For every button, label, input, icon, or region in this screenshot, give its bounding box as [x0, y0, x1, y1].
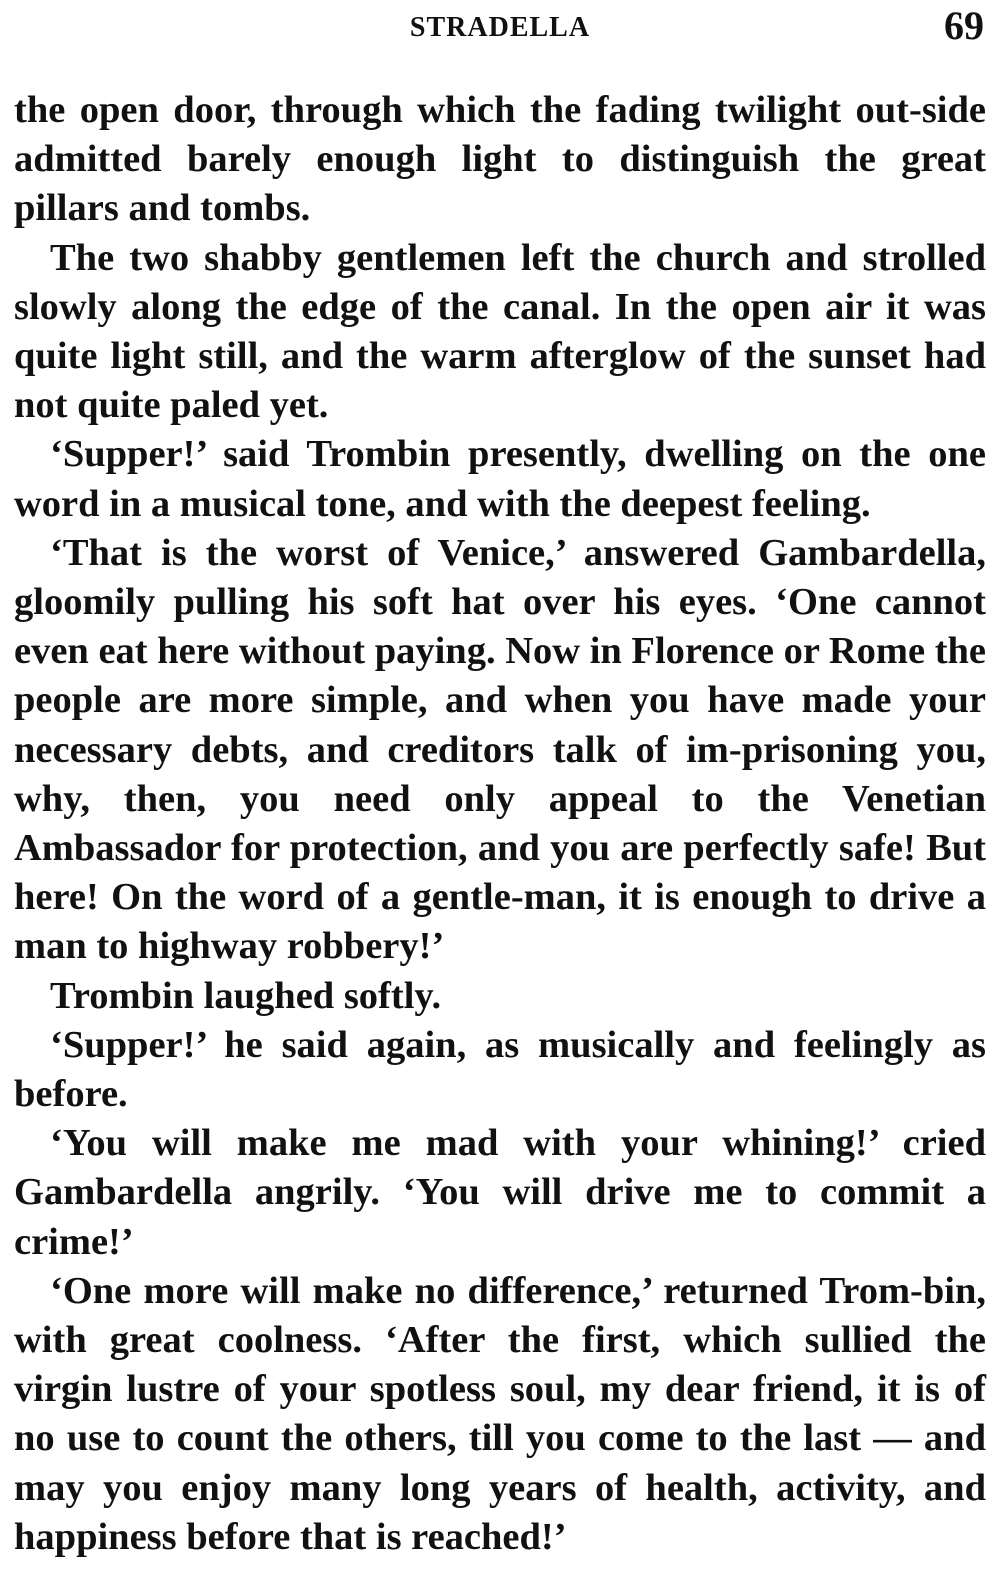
running-title: STRADELLA	[409, 12, 591, 43]
paragraph-4: ‘That is the worst of Venice,’ answered Gambardella, gloomily pulling his soft hat over his eyes. ‘One cannot even eat here without paying. Now in Florence or Rome the people are more simple, and when you have made your necessary debts, and creditors talk of im-prisoning you, why, then, you need only appeal to the Venetian Ambassador for protection, and you are perfectly safe! But here! On the word of a gentle-man, it is enough to drive a man to highway robbery!’	[14, 531, 987, 968]
paragraph-2: The two shabby gentlemen left the church and strolled slowly along the edge of the canal. In the open air it was quite light still, and the warm afterglow of the sunset had not quite paled yet.	[14, 236, 986, 427]
paragraph-8: ‘One more will make no difference,’ returned Trom-bin, with great coolness. ‘After the first, which sullied the virgin lustre of your spotless soul, my dear friend, it is of no use to count the others, till you come to the last — and may you enjoy many long years of health, activity, and happiness before that is reached!’	[14, 1269, 986, 1558]
body-text	[14, 86, 986, 1562]
paragraph-7: ‘You will make me mad with your whining!’ cried Gambardella angrily. ‘You will drive me to commit a crime!’	[14, 1122, 986, 1263]
paragraph-5: Trombin laughed softly.	[50, 974, 442, 1017]
paragraph-1: the open door, through which the fading twilight out-side admitted barely enough light to distinguish the great pillars and tombs.	[14, 89, 986, 230]
page-number: 69	[944, 3, 984, 48]
paragraph-6: ‘Supper!’ he said again, as musically and feelingly as before.	[14, 1023, 986, 1116]
page-header	[14, 0, 986, 56]
paragraph-3: ‘Supper!’ said Trombin presently, dwelling on the one word in a musical tone, and with the deepest feeling.	[14, 433, 986, 525]
